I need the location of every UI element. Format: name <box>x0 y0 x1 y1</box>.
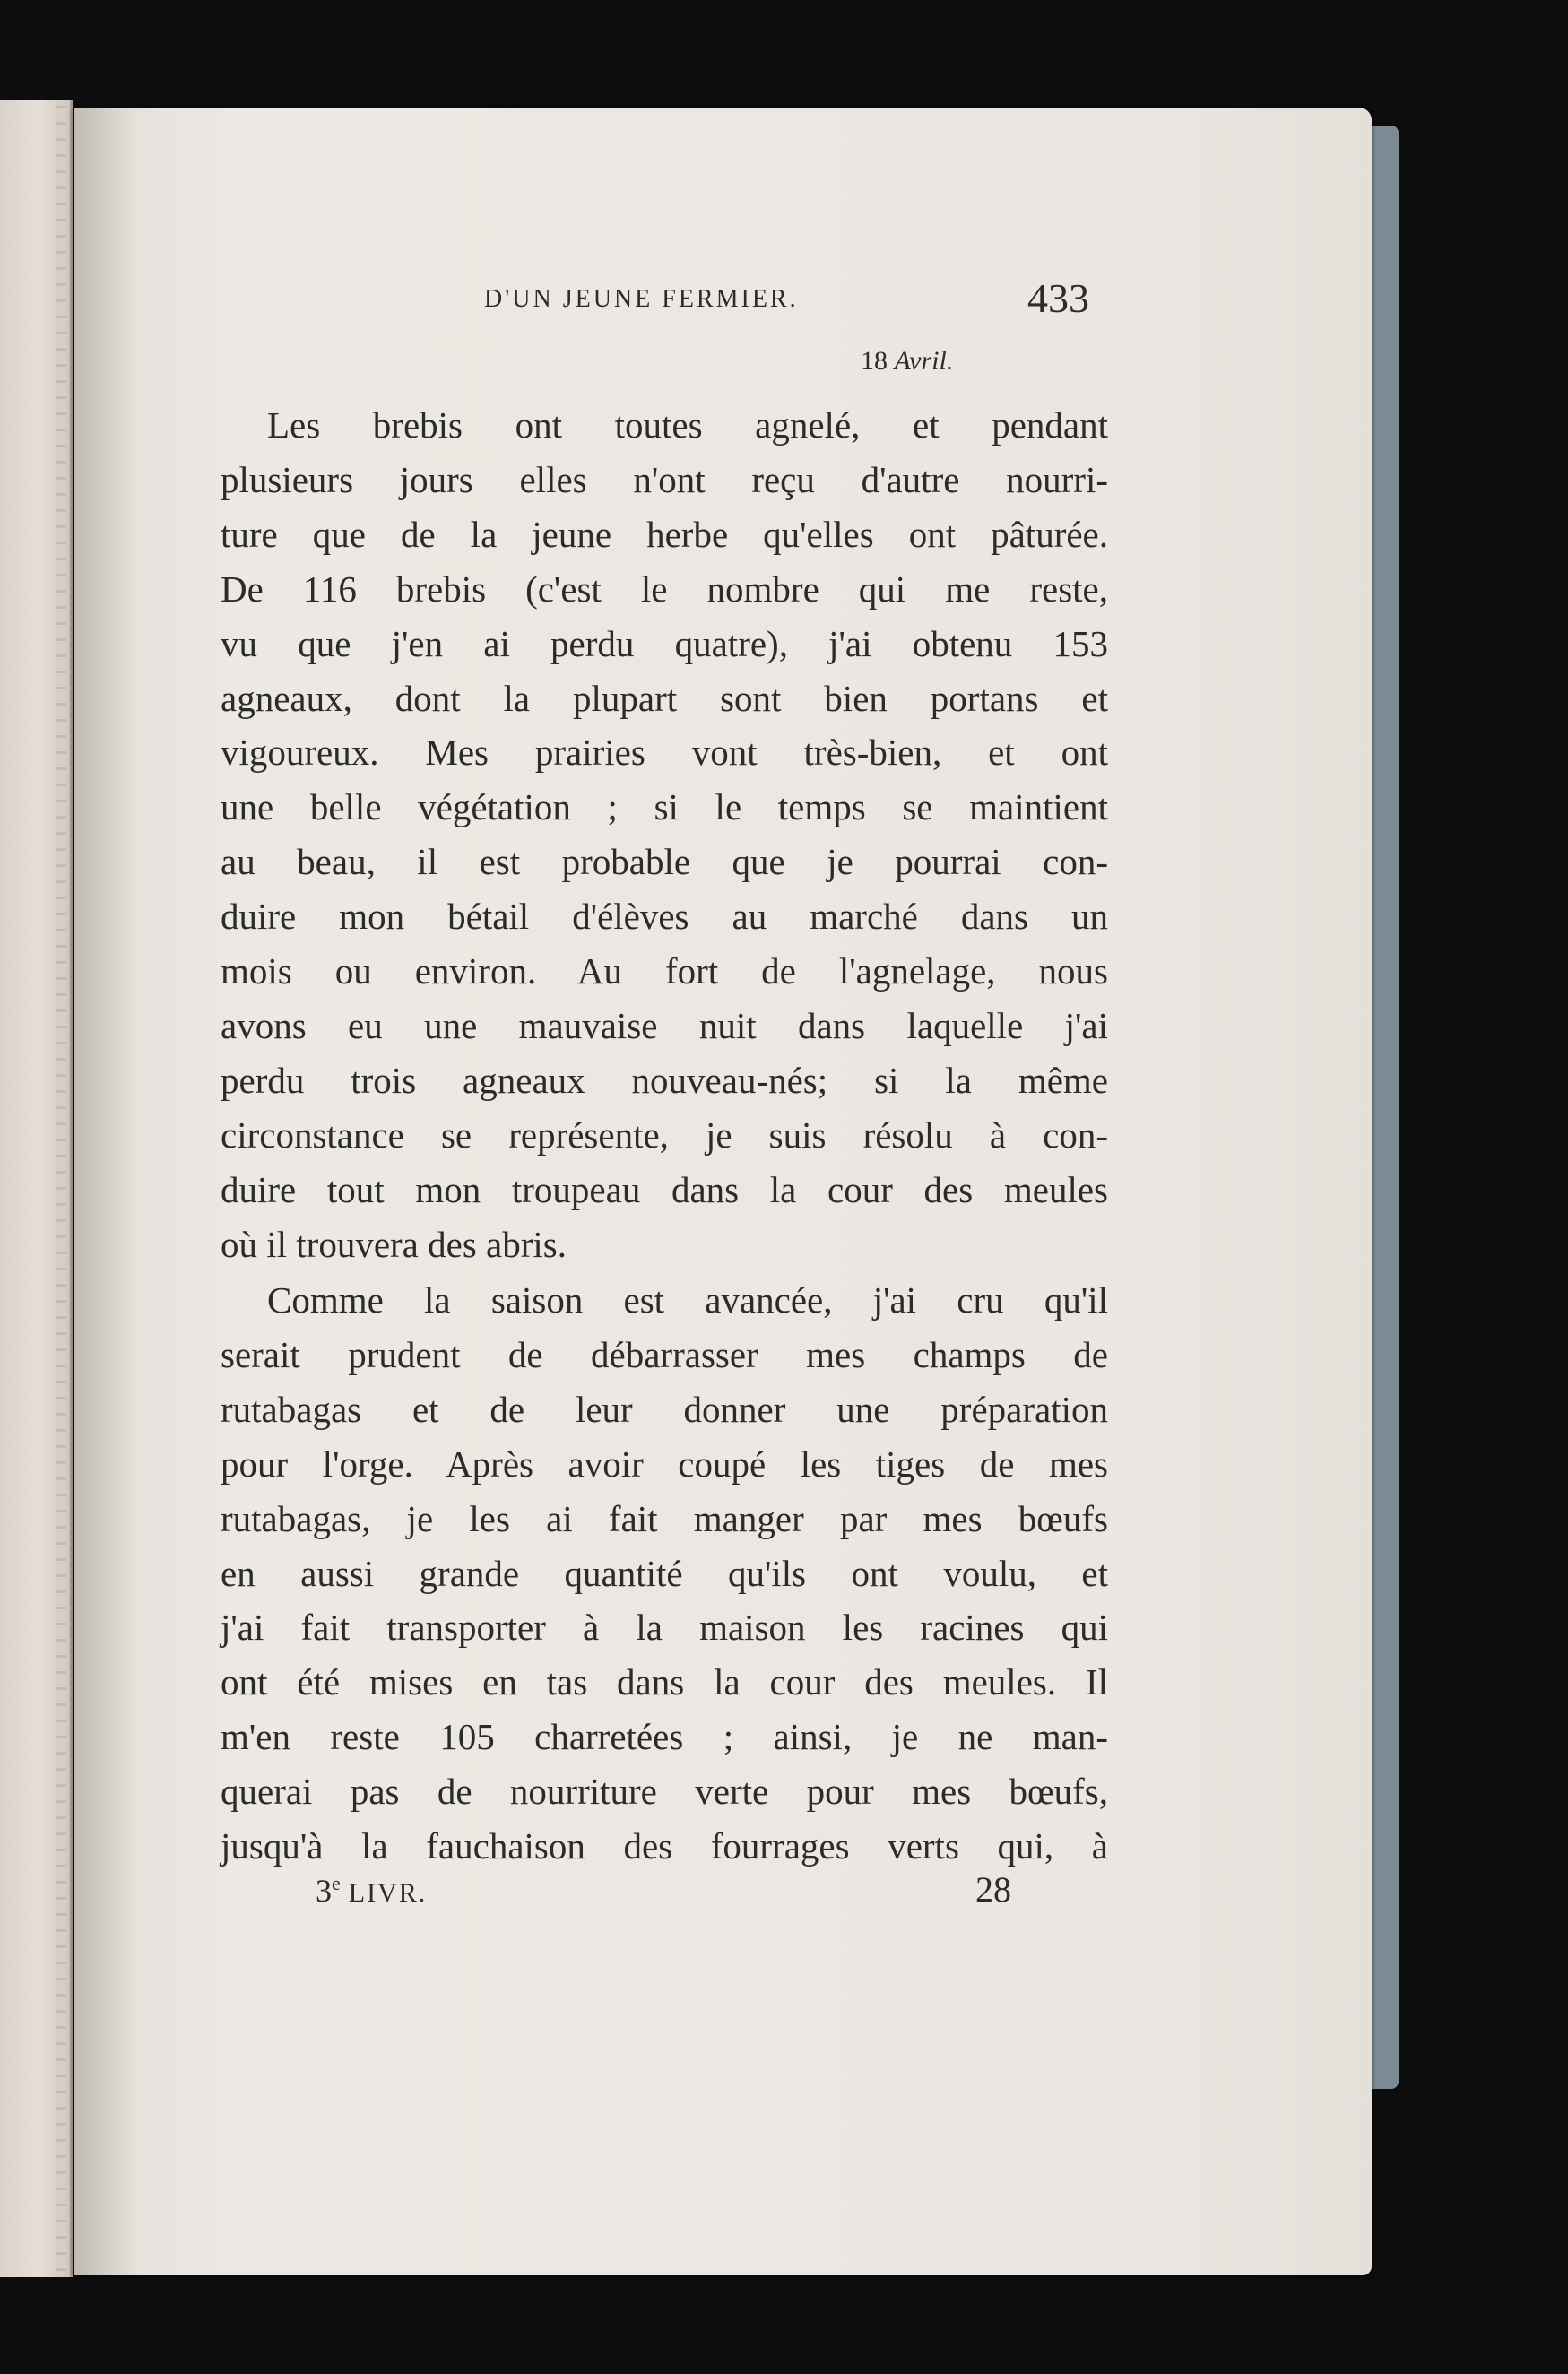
text-line: duire mon bétail d'élèves au marché dans un <box>221 896 1108 938</box>
text-line: plusieurs jours elles n'ont reçu d'autre nourri- <box>221 458 1108 500</box>
sheet-number: 28 <box>975 1869 1011 1910</box>
text-line: vu que j'en ai perdu quatre), j'ai obtenu 153 <box>221 622 1108 664</box>
text-line: serait prudent de débarrasser mes champs de <box>221 1333 1108 1375</box>
text-line: j'ai fait transporter à la maison les racines qui <box>221 1607 1108 1649</box>
signature-superscript: e <box>332 1872 341 1894</box>
text-line: m'en reste 105 charretées ; ainsi, je ne man- <box>221 1716 1108 1758</box>
signature-mark <box>316 1872 427 1910</box>
text-line: agneaux, dont la plupart sont bien portans et <box>221 677 1108 719</box>
text-line: rutabagas, je les ai fait manger par mes bœufs <box>221 1497 1108 1539</box>
text-line: De 116 brebis (c'est le nombre qui me reste, <box>221 568 1108 610</box>
text-line: querai pas de nourriture verte pour mes bœufs, <box>221 1771 1108 1813</box>
text-line: perdu trois agneaux nouveau-nés; si la même <box>221 1059 1108 1101</box>
text-line: rutabagas et de leur donner une préparation <box>221 1388 1108 1430</box>
text-line: ont été mises en tas dans la cour des meules. Il <box>221 1661 1108 1703</box>
text-line: Les brebis ont toutes agnelé, et pendant <box>267 404 1108 446</box>
text-line: en aussi grande quantité qu'ils ont voulu, et <box>221 1552 1108 1594</box>
text-line: circonstance se représente, je suis résolu à con- <box>221 1113 1108 1156</box>
text-line: avons eu une mauvaise nuit dans laquelle j'ai <box>221 1004 1108 1046</box>
signature-label: LIVR. <box>348 1878 428 1908</box>
text-line: duire tout mon troupeau dans la cour des meules <box>221 1168 1108 1210</box>
facing-page-texture <box>56 106 66 2275</box>
text-line: une belle végétation ; si le temps se maintient <box>221 786 1108 828</box>
text-line: ture que de la jeune herbe qu'elles ont pâturée. <box>221 513 1108 555</box>
entry-date-month: Avril. <box>894 346 954 376</box>
entry-date <box>861 346 953 377</box>
entry-date-day: 18 <box>861 346 888 376</box>
text-line: mois ou environ. Au fort de l'agnelage, nous <box>221 950 1108 992</box>
text-line: jusqu'à la fauchaison des fourrages verts qui, à <box>221 1825 1108 1867</box>
text-line: pour l'orge. Après avoir coupé les tiges de mes <box>221 1443 1108 1485</box>
text-line: où il trouvera des abris. <box>221 1223 567 1265</box>
running-head: D'UN JEUNE FERMIER. <box>484 285 799 313</box>
page-number: 433 <box>1027 275 1089 321</box>
text-line: au beau, il est probable que je pourrai con- <box>221 841 1108 883</box>
text-line: vigoureux. Mes prairies vont très-bien, et ont <box>221 732 1108 774</box>
signature-number: 3 <box>316 1873 332 1909</box>
paragraph-1 <box>221 398 1108 1272</box>
text-line: Comme la saison est avancée, j'ai cru qu'il <box>267 1279 1108 1321</box>
paragraph-2 <box>221 1273 1108 1874</box>
page-gutter-shadow <box>74 108 136 2275</box>
